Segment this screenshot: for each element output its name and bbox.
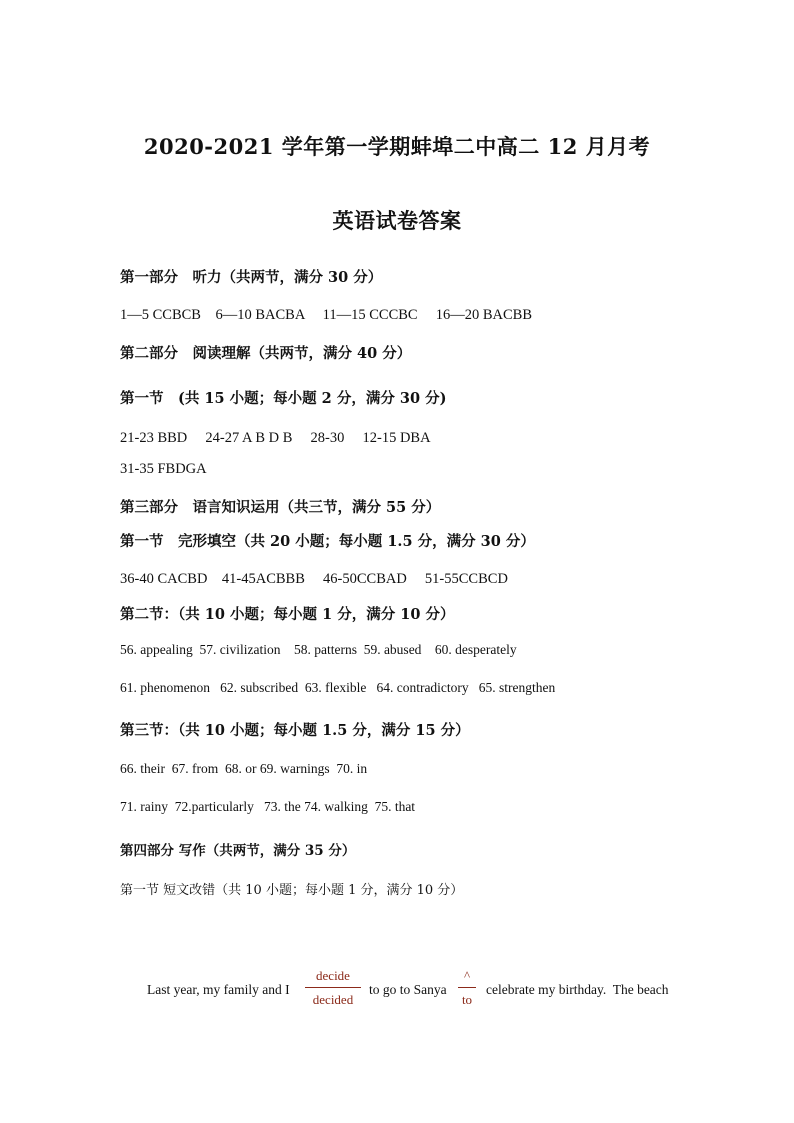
corrected-word: decided: [312, 992, 354, 1007]
error-correction-passage: [147, 968, 707, 1013]
caret-icon: ^: [463, 968, 471, 983]
part4-section1-heading: 第一节 短文改错（共 10 小题；每小题 1 分，满分 10 分）: [120, 883, 464, 898]
part4-heading: 第四部分 写作（共两节，满分 35 分）: [120, 843, 356, 859]
part3-section1-answers: 36-40 CACBD 41-45ACBBB 46-50CCBAD 51-55CCBCD: [120, 571, 508, 587]
part1-heading: 第一部分 听力（共两节，满分 30 分）: [120, 269, 383, 286]
part3-section3-line1: 66. their 67. from 68. or 69. warnings 70. in: [120, 761, 368, 776]
part3-section2-line2: 61. phenomenon 62. subscribed 63. flexible 64. contradictory 65. strengthen: [120, 680, 556, 695]
insertion-mark-to: [458, 968, 476, 1008]
page-title: 2020-2021 学年第一学期蚌埠二中高二 12 月月考: [143, 134, 651, 159]
original-word: decide: [316, 968, 350, 983]
part2-section1-heading: 第一节 (共 15 小题；每小题 2 分，满分 30 分): [120, 390, 447, 407]
insertion-rule: [458, 987, 476, 988]
part2-heading: 第二部分 阅读理解（共两节，满分 40 分）: [120, 345, 412, 362]
part3-section1-heading: 第一节 完形填空（共 20 小题；每小题 1.5 分，满分 30 分）: [120, 533, 535, 550]
correction-mark-decide: [305, 968, 361, 1008]
part3-section2-heading: 第二节：（共 10 小题；每小题 1 分，满分 10 分）: [120, 606, 455, 623]
part1-answers: 1—5 CCBCB 6—10 BACBA 11—15 CCCBC 16—20 BACBB: [120, 307, 532, 323]
part3-section3-line2: 71. rainy 72.particularly 73. the 74. walking 75. that: [120, 799, 416, 814]
page-subtitle: 英语试卷答案: [332, 208, 462, 233]
passage-text-before: Last year, my family and I: [147, 982, 290, 997]
part2-answers-line2: 31-35 FBDGA: [120, 461, 207, 477]
inserted-word: to: [461, 992, 473, 1007]
part2-answers-line1: 21-23 BBD 24-27 A B D B 28-30 12-15 DBA: [120, 430, 431, 446]
correction-rule: [305, 987, 361, 988]
part3-section2-line1: 56. appealing 57. civilization 58. patterns 59. abused 60. desperately: [120, 642, 517, 657]
passage-text-after: celebrate my birthday. The beach: [486, 982, 669, 997]
passage-text-middle: to go to Sanya: [369, 982, 447, 997]
part3-heading: 第三部分 语言知识运用（共三节，满分 55 分）: [120, 499, 441, 516]
part3-section3-heading: 第三节：（共 10 小题；每小题 1.5 分，满分 15 分）: [120, 722, 470, 739]
